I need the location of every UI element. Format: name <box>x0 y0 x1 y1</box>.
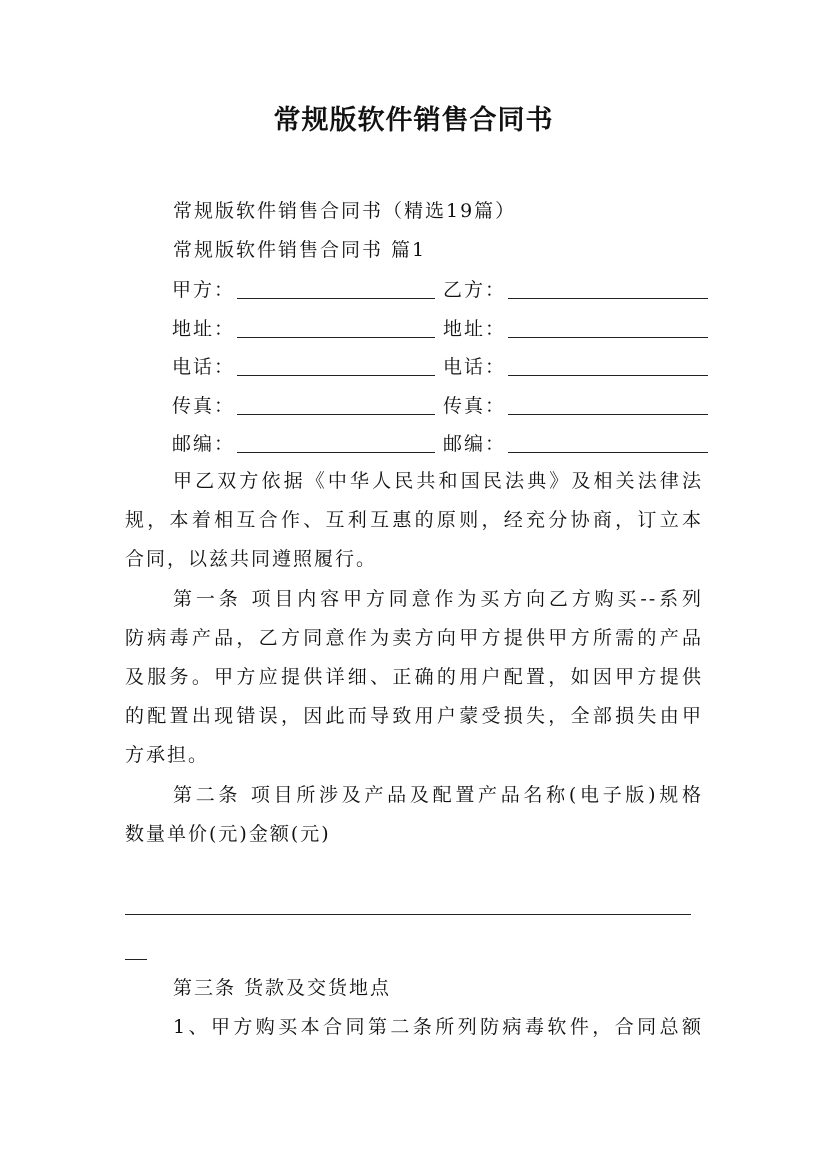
subtitle: 常规版软件销售合同书（精选19篇） <box>173 200 517 222</box>
field-label: 邮编： <box>443 433 507 455</box>
field-row-phone <box>172 354 703 380</box>
field-row-address <box>172 316 703 342</box>
field-label: 地址： <box>172 318 236 340</box>
article-line: 的配置出现错误，因此而导致用户蒙受损失，全部损失由甲 <box>125 705 703 727</box>
blank-rule-continuation <box>125 959 147 960</box>
fill-blank <box>237 277 435 299</box>
fill-blank <box>237 431 435 453</box>
field-label: 乙方： <box>443 279 507 301</box>
field-label: 传真： <box>443 395 507 417</box>
article-heading: 第三条 货款及交货地点 <box>173 977 392 999</box>
fax-a-field <box>172 393 435 419</box>
field-row-fax <box>172 393 703 419</box>
field-label: 传真： <box>172 395 236 417</box>
article-line: 第二条 项目所涉及产品及配置产品名称(电子版)规格 <box>173 784 703 806</box>
postcode-a-field <box>172 431 435 457</box>
phone-a-field <box>172 354 435 380</box>
article-line: 第一条 项目内容甲方同意作为买方向乙方购买--系列 <box>173 588 703 610</box>
fill-blank <box>508 431 708 453</box>
field-label: 电话： <box>172 356 236 378</box>
article-line: 及服务。甲方应提供详细、正确的用户配置，如因甲方提供 <box>125 666 703 688</box>
party-b-field <box>443 277 708 303</box>
fill-blank <box>508 277 708 299</box>
field-label: 甲方： <box>172 279 236 301</box>
fill-blank <box>508 316 708 338</box>
article-line: 防病毒产品，乙方同意作为卖方向甲方提供甲方所需的产品 <box>125 627 703 649</box>
postcode-b-field <box>443 431 708 457</box>
blank-rule <box>125 914 691 915</box>
article-line: 数量单价(元)金额(元) <box>125 823 331 845</box>
paragraph-line: 合同，以兹共同遵照履行。 <box>125 548 378 570</box>
field-label: 地址： <box>443 318 507 340</box>
fax-b-field <box>443 393 708 419</box>
fill-blank <box>508 354 708 376</box>
phone-b-field <box>443 354 708 380</box>
field-row-party <box>172 277 703 303</box>
paragraph-line: 规，本着相互合作、互利互惠的原则，经充分协商，订立本 <box>125 509 703 531</box>
fill-blank <box>237 316 435 338</box>
field-label: 电话： <box>443 356 507 378</box>
fill-blank <box>237 393 435 415</box>
address-b-field <box>443 316 708 342</box>
fill-blank <box>237 354 435 376</box>
article-line: 1、甲方购买本合同第二条所列防病毒软件，合同总额 <box>173 1016 703 1038</box>
document-title: 常规版软件销售合同书 <box>273 105 554 136</box>
field-label: 邮编： <box>172 433 236 455</box>
fill-blank <box>508 393 708 415</box>
address-a-field <box>172 316 435 342</box>
section-heading: 常规版软件销售合同书 篇1 <box>173 239 427 261</box>
article-line: 方承担。 <box>125 744 210 766</box>
field-row-postcode <box>172 431 703 457</box>
paragraph-line: 甲乙双方依据《中华人民共和国民法典》及相关法律法 <box>173 470 703 492</box>
party-a-field <box>172 277 435 303</box>
